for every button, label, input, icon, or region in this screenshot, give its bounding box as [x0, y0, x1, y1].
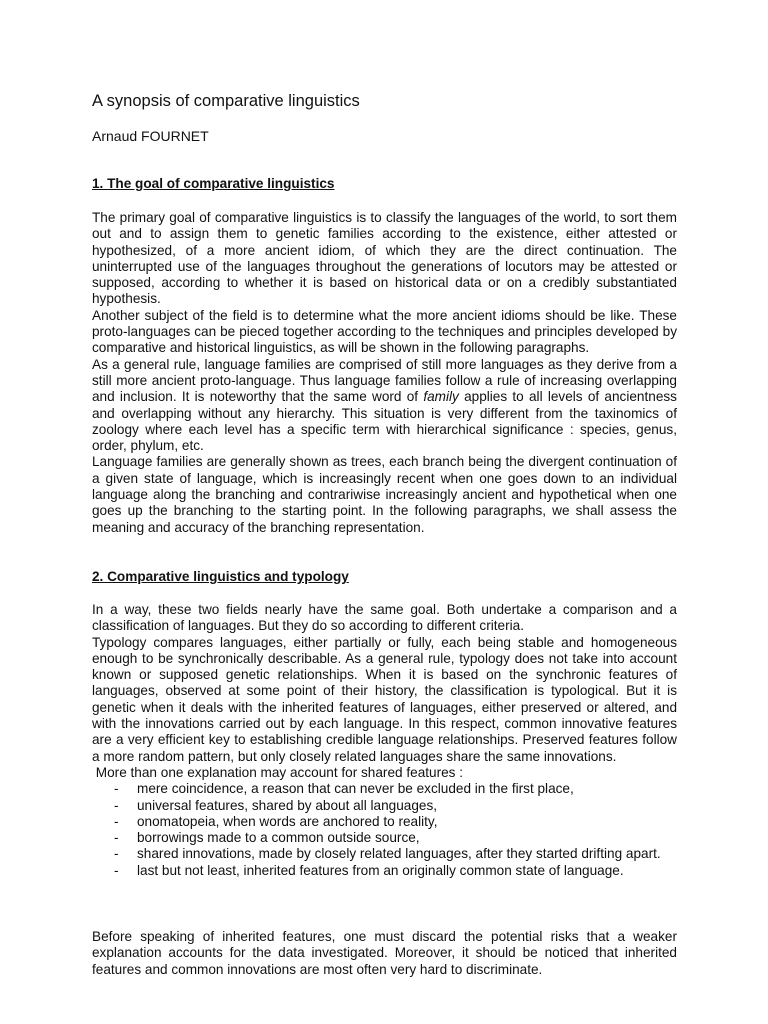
section-2-body — [92, 602, 677, 879]
list-item-text: mere coincidence, a reason that can never be excluded in the first place, — [137, 781, 574, 797]
section-2-paragraph-4: Before speaking of inherited features, one must discard the potential risks that a weaker explanation accounts for the data investigated. Moreover, it should be noticed that inherited features and common innovations are most often very hard to discriminate. — [92, 929, 677, 977]
list-item-text: borrowings made to a common outside source, — [137, 830, 420, 846]
list-item-text: shared innovations, made by closely related languages, after they started drifting apart. — [137, 846, 661, 862]
section-2-paragraph-2: Typology compares languages, either partially or fully, each being stable and homogeneous enough to be synchronically describable. As a general rule, typology does not take into account known or supposed genetic relationships. When it is based on the synchronic features of languages, observed at some point of their history, the classification is typological. But it is genetic when it deals with the inherited features of languages, either preserved or altered, and with the innovations carried out by each language. In this respect, common innovative features are a very efficient key to establishing credible language relationships. Preserved features follow a more random pattern, but only closely related languages share the same innovations. — [92, 634, 677, 764]
bullet-dash: - — [114, 781, 119, 797]
section-2-closing — [92, 929, 677, 978]
document-author: Arnaud FOURNET — [92, 128, 209, 144]
paragraph-3-text-end: applies to all levels of ancientness and overlapping without any hierarchy. This situation is very different from the taxinomics of zoology where each level has a specific term with hierarchical significance : species, genus, order, phylum, etc. — [92, 389, 677, 454]
emphasis-family: family — [423, 389, 459, 405]
bullet-dash: - — [114, 846, 119, 862]
list-item — [92, 781, 677, 797]
list-item-text: universal features, shared by about all languages, — [137, 797, 438, 813]
bullet-dash: - — [114, 813, 119, 829]
paragraph-3-text-start: As a general rule, language families are comprised of still more languages as they derive from a still more ancient proto-language. Thus language families follow a rule of increasing overlapping and inclusion. It is noteworthy that the same word of — [92, 356, 677, 405]
list-item — [92, 814, 677, 830]
bullet-dash: - — [114, 862, 119, 878]
list-item — [92, 798, 677, 814]
section-1-paragraph-2: Another subject of the field is to determine what the more ancient idioms should be like. These proto-languages can be pieced together according to the techniques and principles developed by comparative and historical linguistics, as will be shown in the following paragraphs. — [92, 307, 677, 356]
document-title: A synopsis of comparative linguistics — [92, 92, 360, 110]
section-1-paragraph-4: Language families are generally shown as trees, each branch being the divergent continuation of a given state of language, which is increasingly recent when one goes down to an individual language along the branching and contrariwise increasingly ancient and hypothetical when one goes up the branching to the starting point. In the following paragraphs, we shall assess the meaning and accuracy of the branching representation. — [92, 454, 677, 535]
list-item — [92, 863, 677, 879]
bullet-dash: - — [114, 830, 119, 846]
list-item — [92, 846, 677, 862]
section-2-heading: 2. Comparative linguistics and typology — [92, 569, 349, 584]
section-1-paragraph-3 — [92, 357, 677, 455]
section-1-heading: 1. The goal of comparative linguistics — [92, 176, 335, 191]
shared-features-list — [92, 781, 677, 879]
list-item-text: onomatopeia, when words are anchored to reality, — [137, 813, 438, 829]
section-2-paragraph-3: More than one explanation may account for shared features : — [92, 764, 464, 780]
list-item — [92, 830, 677, 846]
section-2-paragraph-1: In a way, these two fields nearly have the same goal. Both undertake a comparison and a classification of languages. But they do so according to different criteria. — [92, 602, 677, 634]
list-item-text: last but not least, inherited features from an originally common state of language. — [137, 862, 624, 878]
section-1-body — [92, 210, 677, 536]
bullet-dash: - — [114, 797, 119, 813]
section-1-paragraph-1: The primary goal of comparative linguistics is to classify the languages of the world, to sort them out and to assign them to genetic families according to the existence, either attested or hypothesized, of a more ancient idiom, of which they are the direct continuation. The uninterrupted use of the languages throughout the generations of locutors may be attested or supposed, according to whether it is based on historical data or on a credibly substantiated hypothesis. — [92, 210, 677, 307]
